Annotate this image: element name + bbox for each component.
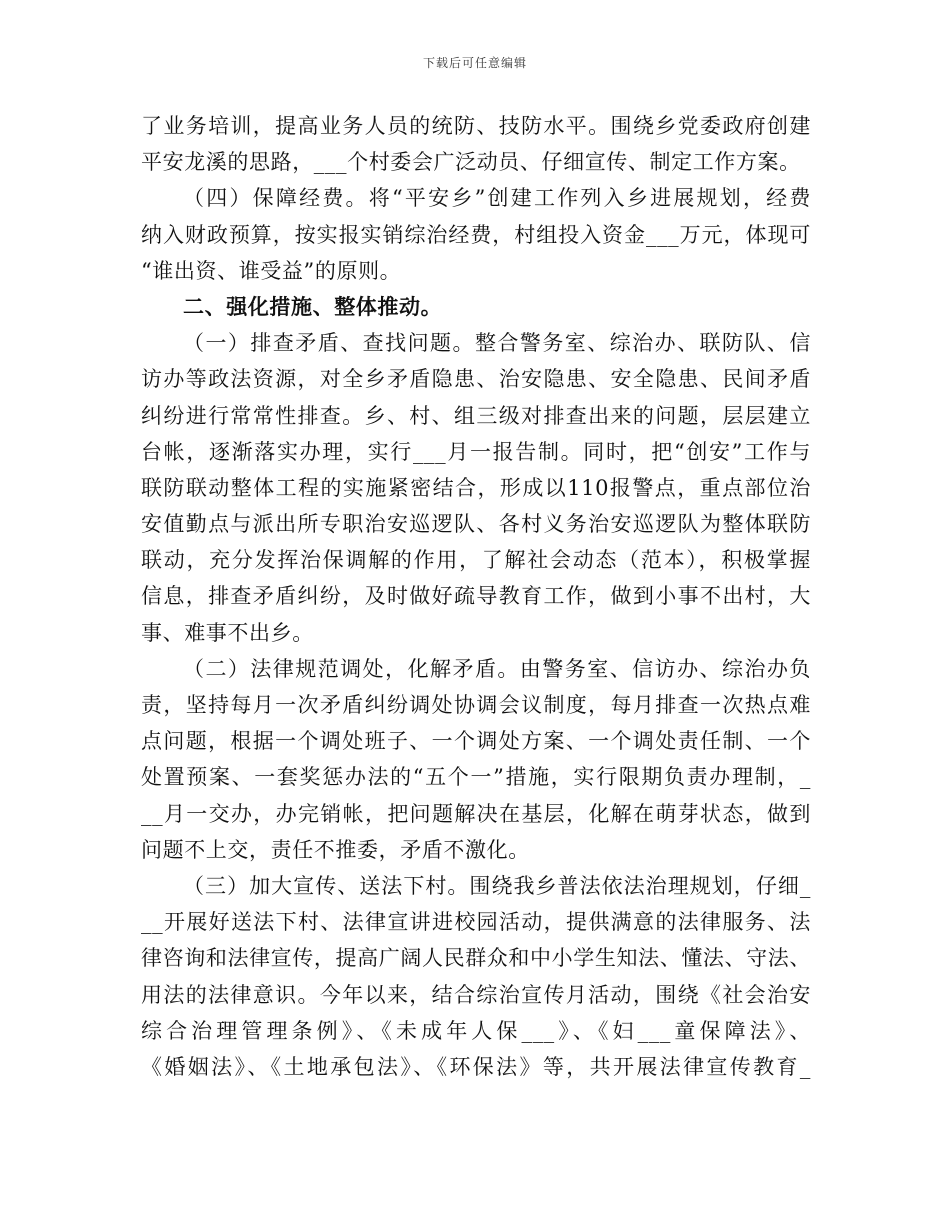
text-line: 用法的法律意识。今年以来，结合综治宣传月活动，围绕《社会治安 [141,982,811,1007]
page-header: 下载后可任意编辑 [422,56,527,70]
text-line: 纠纷进行常常性排查。乡、村、组三级对排查出来的问题，层层建立 [141,403,811,428]
text-line: __开展好送法下村、法律宣讲进校园活动，提供满意的法律服务、法 [141,910,811,935]
text-line: 《婚姻法》、《土地承包法》、《环保法》等，共开展法律宣传教育_ [141,1054,811,1079]
text-line: （一）排查矛盾、查找问题。整合警务室、综治办、联防队、信 [183,331,811,356]
text-line: 问题不上交，责任不推委，矛盾不激化。 [141,837,530,862]
text-line: （四）保障经费。将“平安乡”创建工作列入乡进展规划，经费 [183,186,811,211]
text-line: “谁出资、谁受益”的原则。 [141,258,402,283]
text-line: 安值勤点与派出所专职治安巡逻队、各村义务治安巡逻队为整体联防 [141,512,811,537]
text-line: （三）加大宣传、送法下村。围绕我乡普法依法治理规划，仔细_ [183,873,811,898]
text-line: 责，坚持每月一次矛盾纠纷调处协调会议制度，每月排查一次热点难 [141,693,811,717]
text-line: 联防联动整体工程的实施紧密结合，形成以110报警点，重点部位治 [141,475,811,500]
text-line: 综合治理管理条例》、《未成年人保___》、《妇___童保障法》、 [141,1018,811,1043]
text-line: 点问题，根据一个调处班子、一个调处方案、一个调处责任制、一个 [141,729,811,754]
text-line: 律咨询和法律宣传，提高广阔人民群众和中小学生知法、懂法、守法、 [141,946,811,971]
text-line: 台帐，逐渐落实办理，实行___月一报告制。同时，把“创安”工作与 [141,439,811,464]
text-line: 了业务培训，提高业务人员的统防、技防水平。围绕乡党委政府创建 [141,114,811,138]
text-line: 联动，充分发挥治保调解的作用，了解社会动态（范本），积极掌握 [141,548,811,573]
document-body [141,108,811,1085]
text-line: 纳入财政预算，按实报实销综治经费，村组投入资金___万元，体现可 [141,222,811,247]
text-line: 事、难事不出乡。 [141,620,314,645]
text-line: 访办等政法资源，对全乡矛盾隐患、治安隐患、安全隐患、民间矛盾 [141,367,811,392]
text-line: 信息，排查矛盾纠纷，及时做好疏导教育工作，做到小事不出村，大 [141,584,811,609]
text-line: __月一交办，办完销帐，把问题解决在基层，化解在萌芽状态，做到 [141,801,811,826]
text-line: 处置预案、一套奖惩办法的“五个一”措施，实行限期负责办理制，_ [141,765,811,790]
text-line: （二）法律规范调处，化解矛盾。由警务室、信访办、综治办负 [183,656,811,681]
text-line: 平安龙溪的思路，___个村委会广泛动员、仔细宣传、制定工作方案。 [141,150,801,175]
section-heading: 二、强化措施、整体推动。 [183,293,443,319]
